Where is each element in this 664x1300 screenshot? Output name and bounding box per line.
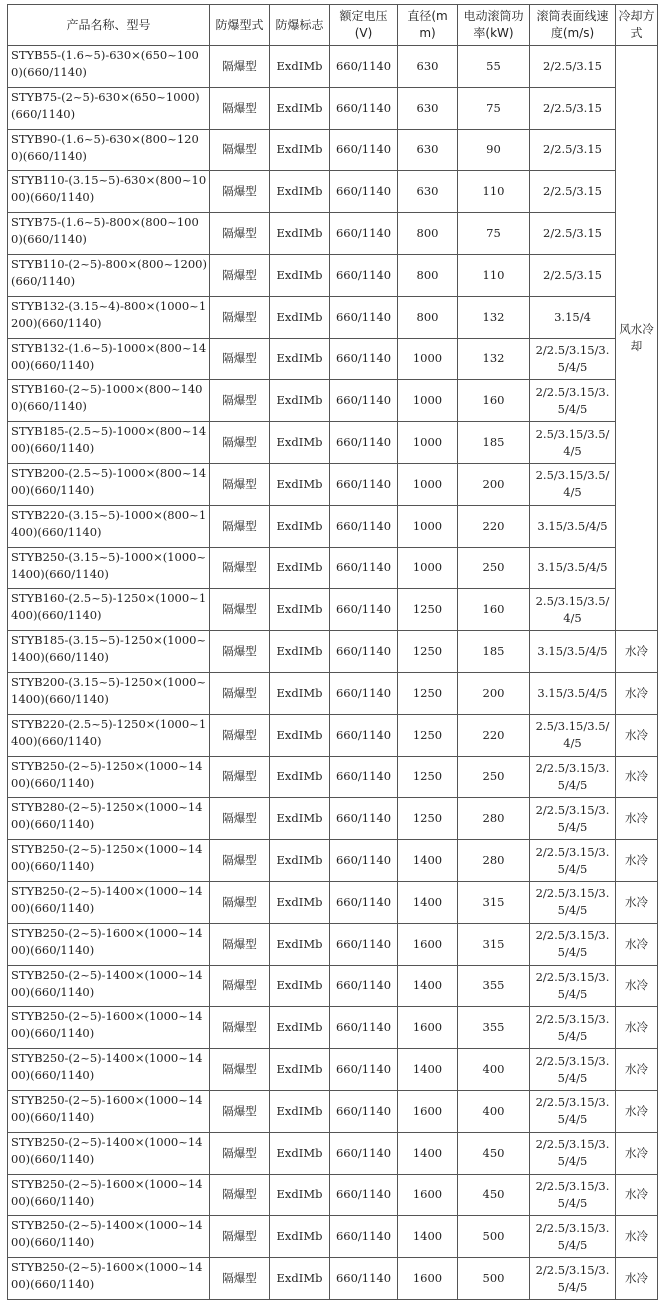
cell-voltage: 660/1140 — [330, 1174, 398, 1216]
cell-name: STYB132-(1.6~5)-1000×(800~1400)(660/1140) — [8, 338, 210, 380]
cell-voltage: 660/1140 — [330, 1216, 398, 1258]
cell-name: STYB250-(2~5)-1600×(1000~1400)(660/1140) — [8, 1258, 210, 1300]
cell-mark: ExdIMb — [270, 171, 330, 213]
cell-power: 355 — [458, 1007, 530, 1049]
cell-mark: ExdIMb — [270, 422, 330, 464]
cell-type: 隔爆型 — [210, 129, 270, 171]
cell-speed: 2/2.5/3.15 — [530, 46, 616, 88]
cell-voltage: 660/1140 — [330, 296, 398, 338]
table-row — [8, 1049, 658, 1091]
table-row — [8, 589, 658, 631]
cell-type: 隔爆型 — [210, 1049, 270, 1091]
table-row — [8, 965, 658, 1007]
table-row — [8, 923, 658, 965]
header-diameter: 直径(mm) — [398, 5, 458, 46]
cell-type: 隔爆型 — [210, 380, 270, 422]
cell-diameter: 1250 — [398, 714, 458, 756]
table-row — [8, 338, 658, 380]
cell-type: 隔爆型 — [210, 87, 270, 129]
cell-power: 355 — [458, 965, 530, 1007]
cell-mark: ExdIMb — [270, 1049, 330, 1091]
cell-power: 220 — [458, 714, 530, 756]
table-row — [8, 505, 658, 547]
cell-name: STYB90-(1.6~5)-630×(800~1200)(660/1140) — [8, 129, 210, 171]
cell-name: STYB250-(2~5)-1400×(1000~1400)(660/1140) — [8, 1049, 210, 1091]
cell-diameter: 1000 — [398, 338, 458, 380]
table-row — [8, 1216, 658, 1258]
table-row — [8, 1132, 658, 1174]
cell-diameter: 630 — [398, 46, 458, 88]
table-row — [8, 547, 658, 589]
cell-speed: 3.15/3.5/4/5 — [530, 672, 616, 714]
cell-name: STYB185-(2.5~5)-1000×(800~1400)(660/1140) — [8, 422, 210, 464]
cell-mark: ExdIMb — [270, 87, 330, 129]
cell-voltage: 660/1140 — [330, 1132, 398, 1174]
cell-speed: 2/2.5/3.15/3.5/4/5 — [530, 380, 616, 422]
cell-diameter: 1600 — [398, 923, 458, 965]
cell-voltage: 660/1140 — [330, 840, 398, 882]
cell-speed: 2/2.5/3.15/3.5/4/5 — [530, 1174, 616, 1216]
cell-voltage: 660/1140 — [330, 46, 398, 88]
cell-name: STYB75-(1.6~5)-800×(800~1000)(660/1140) — [8, 213, 210, 255]
cell-power: 55 — [458, 46, 530, 88]
table-row — [8, 380, 658, 422]
cell-power: 75 — [458, 213, 530, 255]
cell-voltage: 660/1140 — [330, 631, 398, 673]
cell-diameter: 630 — [398, 129, 458, 171]
cell-name: STYB110-(2~5)-800×(800~1200)(660/1140) — [8, 254, 210, 296]
cell-voltage: 660/1140 — [330, 923, 398, 965]
cell-cooling: 水冷 — [616, 672, 658, 714]
cell-name: STYB250-(3.15~5)-1000×(1000~1400)(660/1140) — [8, 547, 210, 589]
cell-voltage: 660/1140 — [330, 129, 398, 171]
cell-name: STYB250-(2~5)-1600×(1000~1400)(660/1140) — [8, 1090, 210, 1132]
cell-cooling: 水冷 — [616, 1049, 658, 1091]
cell-name: STYB220-(3.15~5)-1000×(800~1400)(660/1140) — [8, 505, 210, 547]
cell-cooling: 水冷 — [616, 798, 658, 840]
table-row — [8, 213, 658, 255]
cell-type: 隔爆型 — [210, 798, 270, 840]
cell-diameter: 630 — [398, 171, 458, 213]
cell-diameter: 1400 — [398, 1049, 458, 1091]
table-row — [8, 296, 658, 338]
cell-type: 隔爆型 — [210, 254, 270, 296]
cell-voltage: 660/1140 — [330, 338, 398, 380]
cell-cooling: 水冷 — [616, 1090, 658, 1132]
cell-power: 400 — [458, 1090, 530, 1132]
table-row — [8, 881, 658, 923]
cell-speed: 3.15/4 — [530, 296, 616, 338]
cell-name: STYB250-(2~5)-1250×(1000~1400)(660/1140) — [8, 840, 210, 882]
cell-mark: ExdIMb — [270, 129, 330, 171]
cell-diameter: 1000 — [398, 422, 458, 464]
cell-voltage: 660/1140 — [330, 589, 398, 631]
cell-diameter: 1400 — [398, 965, 458, 1007]
cell-power: 450 — [458, 1174, 530, 1216]
cell-speed: 2.5/3.15/3.5/4/5 — [530, 463, 616, 505]
cell-diameter: 1250 — [398, 798, 458, 840]
cell-voltage: 660/1140 — [330, 798, 398, 840]
cell-voltage: 660/1140 — [330, 463, 398, 505]
cell-name: STYB250-(2~5)-1250×(1000~1400)(660/1140) — [8, 756, 210, 798]
cell-diameter: 1400 — [398, 1132, 458, 1174]
cell-cooling: 水冷 — [616, 1132, 658, 1174]
cell-type: 隔爆型 — [210, 463, 270, 505]
cell-speed: 2/2.5/3.15/3.5/4/5 — [530, 756, 616, 798]
cell-mark: ExdIMb — [270, 547, 330, 589]
cell-cooling: 水冷 — [616, 965, 658, 1007]
cell-name: STYB110-(3.15~5)-630×(800~1000)(660/1140) — [8, 171, 210, 213]
cell-power: 280 — [458, 798, 530, 840]
table-row — [8, 756, 658, 798]
cell-voltage: 660/1140 — [330, 171, 398, 213]
cell-power: 110 — [458, 171, 530, 213]
cell-voltage: 660/1140 — [330, 505, 398, 547]
cell-power: 220 — [458, 505, 530, 547]
cell-cooling: 水冷 — [616, 631, 658, 673]
cell-mark: ExdIMb — [270, 672, 330, 714]
cell-name: STYB280-(2~5)-1250×(1000~1400)(660/1140) — [8, 798, 210, 840]
cell-mark: ExdIMb — [270, 1174, 330, 1216]
cell-type: 隔爆型 — [210, 547, 270, 589]
cell-diameter: 1400 — [398, 881, 458, 923]
cell-speed: 2/2.5/3.15/3.5/4/5 — [530, 1216, 616, 1258]
header-type: 防爆型式 — [210, 5, 270, 46]
cell-diameter: 1250 — [398, 631, 458, 673]
cell-diameter: 630 — [398, 87, 458, 129]
cell-power: 90 — [458, 129, 530, 171]
cell-cooling: 水冷 — [616, 714, 658, 756]
cell-name: STYB75-(2~5)-630×(650~1000)(660/1140) — [8, 87, 210, 129]
product-spec-table — [7, 4, 658, 1300]
cell-diameter: 1600 — [398, 1258, 458, 1300]
cell-mark: ExdIMb — [270, 1090, 330, 1132]
cell-diameter: 800 — [398, 296, 458, 338]
cell-type: 隔爆型 — [210, 1090, 270, 1132]
cell-cooling: 水冷 — [616, 1174, 658, 1216]
cell-name: STYB132-(3.15~4)-800×(1000~1200)(660/1140) — [8, 296, 210, 338]
cell-power: 250 — [458, 756, 530, 798]
cell-power: 315 — [458, 881, 530, 923]
cell-cooling: 水冷 — [616, 881, 658, 923]
cell-type: 隔爆型 — [210, 756, 270, 798]
cell-type: 隔爆型 — [210, 1258, 270, 1300]
cell-type: 隔爆型 — [210, 923, 270, 965]
header-voltage: 额定电压(V) — [330, 5, 398, 46]
cell-power: 315 — [458, 923, 530, 965]
cell-name: STYB185-(3.15~5)-1250×(1000~1400)(660/1140) — [8, 631, 210, 673]
header-speed: 滚筒表面线速度(m/s) — [530, 5, 616, 46]
cell-mark: ExdIMb — [270, 1007, 330, 1049]
cell-name: STYB250-(2~5)-1400×(1000~1400)(660/1140) — [8, 1216, 210, 1258]
cell-diameter: 1000 — [398, 463, 458, 505]
table-row — [8, 1090, 658, 1132]
cell-cooling: 水冷 — [616, 1216, 658, 1258]
cell-name: STYB250-(2~5)-1400×(1000~1400)(660/1140) — [8, 1132, 210, 1174]
table-row — [8, 1007, 658, 1049]
cell-speed: 2/2.5/3.15/3.5/4/5 — [530, 1090, 616, 1132]
cell-voltage: 660/1140 — [330, 422, 398, 464]
cell-diameter: 1250 — [398, 756, 458, 798]
header-cooling: 冷却方式 — [616, 5, 658, 46]
cell-type: 隔爆型 — [210, 1174, 270, 1216]
cell-type: 隔爆型 — [210, 422, 270, 464]
cell-type: 隔爆型 — [210, 714, 270, 756]
cell-power: 185 — [458, 422, 530, 464]
cell-mark: ExdIMb — [270, 840, 330, 882]
cell-voltage: 660/1140 — [330, 965, 398, 1007]
cell-speed: 2/2.5/3.15 — [530, 171, 616, 213]
cell-mark: ExdIMb — [270, 923, 330, 965]
cell-name: STYB250-(2~5)-1600×(1000~1400)(660/1140) — [8, 923, 210, 965]
cell-name: STYB160-(2.5~5)-1250×(1000~1400)(660/1140) — [8, 589, 210, 631]
cell-type: 隔爆型 — [210, 1216, 270, 1258]
cell-speed: 2/2.5/3.15 — [530, 213, 616, 255]
cell-speed: 2/2.5/3.15/3.5/4/5 — [530, 1007, 616, 1049]
header-power: 电动滚筒功率(kW) — [458, 5, 530, 46]
cell-voltage: 660/1140 — [330, 672, 398, 714]
cell-mark: ExdIMb — [270, 798, 330, 840]
cell-name: STYB250-(2~5)-1600×(1000~1400)(660/1140) — [8, 1007, 210, 1049]
cell-name: STYB200-(2.5~5)-1000×(800~1400)(660/1140) — [8, 463, 210, 505]
cell-speed: 2/2.5/3.15 — [530, 129, 616, 171]
cell-speed: 2.5/3.15/3.5/4/5 — [530, 422, 616, 464]
cell-voltage: 660/1140 — [330, 714, 398, 756]
cell-speed: 3.15/3.5/4/5 — [530, 631, 616, 673]
table-row — [8, 254, 658, 296]
cell-name: STYB250-(2~5)-1400×(1000~1400)(660/1140) — [8, 965, 210, 1007]
cell-diameter: 1250 — [398, 672, 458, 714]
table-body — [8, 46, 658, 1300]
cell-power: 200 — [458, 672, 530, 714]
table-row — [8, 840, 658, 882]
table-row — [8, 463, 658, 505]
cell-voltage: 660/1140 — [330, 547, 398, 589]
cell-power: 450 — [458, 1132, 530, 1174]
cell-speed: 2/2.5/3.15/3.5/4/5 — [530, 1049, 616, 1091]
cell-cooling: 水冷 — [616, 923, 658, 965]
cell-mark: ExdIMb — [270, 756, 330, 798]
table-row — [8, 171, 658, 213]
cell-power: 110 — [458, 254, 530, 296]
cell-power: 280 — [458, 840, 530, 882]
header-name: 产品名称、型号 — [8, 5, 210, 46]
cell-name: STYB200-(3.15~5)-1250×(1000~1400)(660/1140) — [8, 672, 210, 714]
cell-type: 隔爆型 — [210, 1007, 270, 1049]
cell-mark: ExdIMb — [270, 338, 330, 380]
cell-voltage: 660/1140 — [330, 1258, 398, 1300]
cell-name: STYB220-(2.5~5)-1250×(1000~1400)(660/1140) — [8, 714, 210, 756]
cell-speed: 3.15/3.5/4/5 — [530, 547, 616, 589]
cell-type: 隔爆型 — [210, 965, 270, 1007]
cell-diameter: 1000 — [398, 547, 458, 589]
cell-type: 隔爆型 — [210, 213, 270, 255]
cell-voltage: 660/1140 — [330, 1007, 398, 1049]
cell-speed: 2/2.5/3.15/3.5/4/5 — [530, 338, 616, 380]
cell-power: 500 — [458, 1216, 530, 1258]
cell-name: STYB250-(2~5)-1400×(1000~1400)(660/1140) — [8, 881, 210, 923]
cell-power: 500 — [458, 1258, 530, 1300]
cell-cooling: 水冷 — [616, 1007, 658, 1049]
cell-cooling-merged: 风水冷却 — [616, 46, 658, 631]
cell-type: 隔爆型 — [210, 338, 270, 380]
cell-diameter: 1000 — [398, 505, 458, 547]
cell-speed: 2.5/3.15/3.5/4/5 — [530, 714, 616, 756]
cell-diameter: 1600 — [398, 1090, 458, 1132]
cell-voltage: 660/1140 — [330, 380, 398, 422]
cell-speed: 3.15/3.5/4/5 — [530, 505, 616, 547]
table-row — [8, 798, 658, 840]
cell-speed: 2/2.5/3.15/3.5/4/5 — [530, 798, 616, 840]
cell-diameter: 1600 — [398, 1007, 458, 1049]
cell-diameter: 1250 — [398, 589, 458, 631]
cell-diameter: 800 — [398, 254, 458, 296]
table-row — [8, 672, 658, 714]
cell-mark: ExdIMb — [270, 463, 330, 505]
cell-diameter: 1400 — [398, 1216, 458, 1258]
cell-power: 250 — [458, 547, 530, 589]
table-row — [8, 46, 658, 88]
cell-speed: 2.5/3.15/3.5/4/5 — [530, 589, 616, 631]
cell-speed: 2/2.5/3.15/3.5/4/5 — [530, 881, 616, 923]
cell-name: STYB250-(2~5)-1600×(1000~1400)(660/1140) — [8, 1174, 210, 1216]
cell-type: 隔爆型 — [210, 505, 270, 547]
cell-mark: ExdIMb — [270, 380, 330, 422]
cell-mark: ExdIMb — [270, 881, 330, 923]
cell-power: 185 — [458, 631, 530, 673]
cell-power: 132 — [458, 338, 530, 380]
cell-diameter: 800 — [398, 213, 458, 255]
cell-mark: ExdIMb — [270, 296, 330, 338]
cell-mark: ExdIMb — [270, 1132, 330, 1174]
cell-type: 隔爆型 — [210, 881, 270, 923]
cell-voltage: 660/1140 — [330, 1090, 398, 1132]
cell-voltage: 660/1140 — [330, 254, 398, 296]
table-row — [8, 1174, 658, 1216]
cell-diameter: 1000 — [398, 380, 458, 422]
header-row — [8, 5, 658, 46]
cell-mark: ExdIMb — [270, 714, 330, 756]
cell-speed: 2/2.5/3.15/3.5/4/5 — [530, 840, 616, 882]
cell-speed: 2/2.5/3.15 — [530, 254, 616, 296]
header-mark: 防爆标志 — [270, 5, 330, 46]
cell-mark: ExdIMb — [270, 965, 330, 1007]
cell-voltage: 660/1140 — [330, 1049, 398, 1091]
cell-cooling: 水冷 — [616, 756, 658, 798]
cell-mark: ExdIMb — [270, 1216, 330, 1258]
cell-voltage: 660/1140 — [330, 213, 398, 255]
cell-mark: ExdIMb — [270, 505, 330, 547]
cell-name: STYB55-(1.6~5)-630×(650~1000)(660/1140) — [8, 46, 210, 88]
cell-speed: 2/2.5/3.15/3.5/4/5 — [530, 965, 616, 1007]
cell-power: 132 — [458, 296, 530, 338]
table-row — [8, 129, 658, 171]
cell-speed: 2/2.5/3.15 — [530, 87, 616, 129]
table-row — [8, 1258, 658, 1300]
cell-power: 400 — [458, 1049, 530, 1091]
cell-type: 隔爆型 — [210, 840, 270, 882]
cell-speed: 2/2.5/3.15/3.5/4/5 — [530, 923, 616, 965]
cell-type: 隔爆型 — [210, 672, 270, 714]
cell-power: 160 — [458, 380, 530, 422]
cell-speed: 2/2.5/3.15/3.5/4/5 — [530, 1258, 616, 1300]
cell-type: 隔爆型 — [210, 631, 270, 673]
cell-mark: ExdIMb — [270, 589, 330, 631]
cell-mark: ExdIMb — [270, 213, 330, 255]
cell-name: STYB160-(2~5)-1000×(800~1400)(660/1140) — [8, 380, 210, 422]
cell-mark: ExdIMb — [270, 46, 330, 88]
cell-power: 160 — [458, 589, 530, 631]
cell-power: 75 — [458, 87, 530, 129]
table-row — [8, 631, 658, 673]
cell-speed: 2/2.5/3.15/3.5/4/5 — [530, 1132, 616, 1174]
cell-mark: ExdIMb — [270, 254, 330, 296]
cell-type: 隔爆型 — [210, 171, 270, 213]
cell-mark: ExdIMb — [270, 631, 330, 673]
cell-cooling: 水冷 — [616, 1258, 658, 1300]
cell-voltage: 660/1140 — [330, 756, 398, 798]
cell-power: 200 — [458, 463, 530, 505]
cell-cooling: 水冷 — [616, 840, 658, 882]
cell-type: 隔爆型 — [210, 589, 270, 631]
table-row — [8, 422, 658, 464]
cell-diameter: 1600 — [398, 1174, 458, 1216]
cell-type: 隔爆型 — [210, 46, 270, 88]
cell-voltage: 660/1140 — [330, 87, 398, 129]
table-row — [8, 714, 658, 756]
cell-type: 隔爆型 — [210, 1132, 270, 1174]
cell-diameter: 1400 — [398, 840, 458, 882]
table-row — [8, 87, 658, 129]
cell-mark: ExdIMb — [270, 1258, 330, 1300]
cell-voltage: 660/1140 — [330, 881, 398, 923]
cell-type: 隔爆型 — [210, 296, 270, 338]
